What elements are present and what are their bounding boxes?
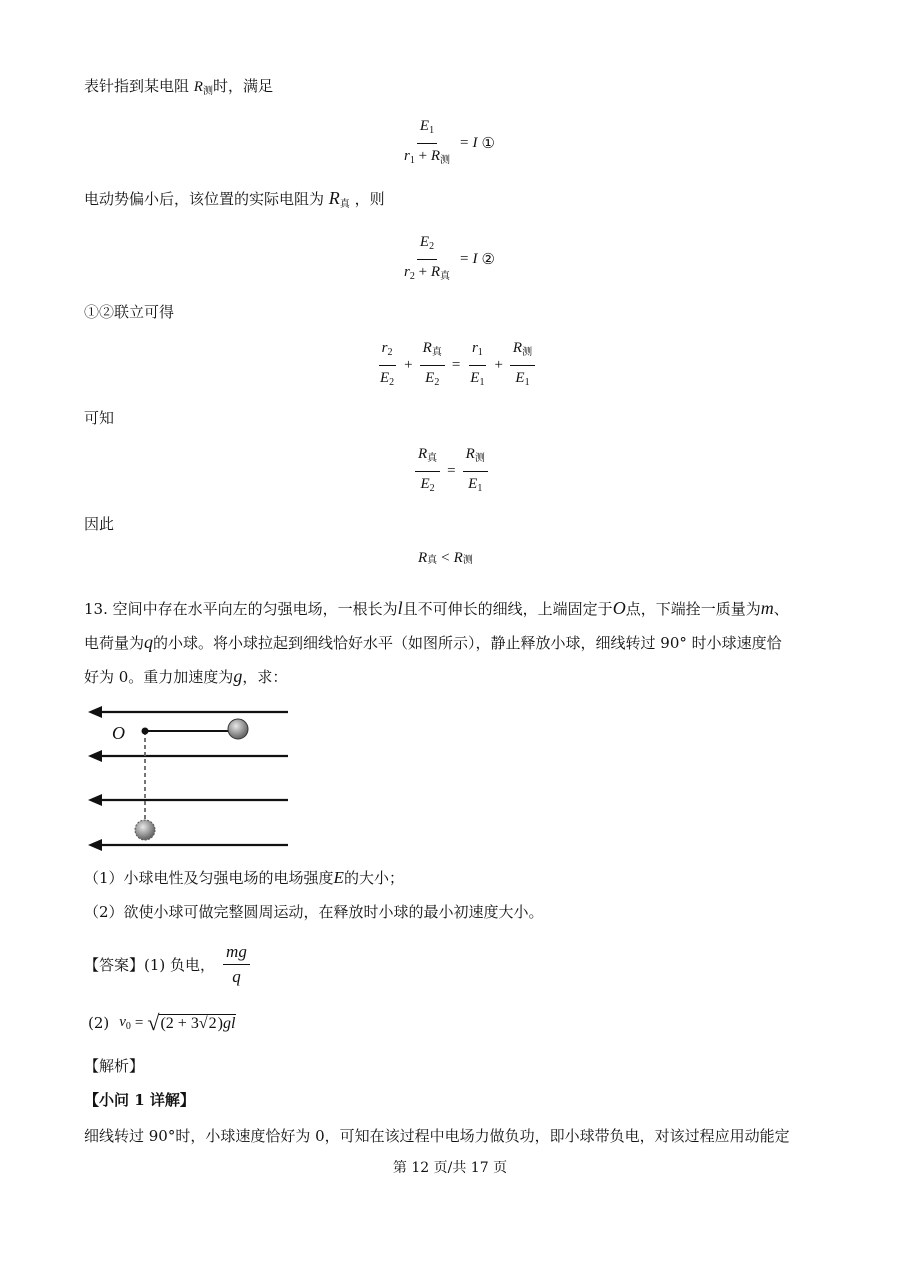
page-footer: 第 12 页/共 17 页 — [392, 1160, 508, 1176]
text-line-1: 表针指到某电阻 $R_测$时，满足 — [84, 77, 273, 97]
field-diagram — [84, 700, 294, 860]
subquestion-label: 【小问 1 详解】 — [84, 1091, 195, 1109]
label-O: O — [112, 723, 125, 743]
arrow-left-icon — [88, 706, 102, 718]
know-text: 可知 — [84, 409, 115, 427]
question-1: （1）小球电性及匀强电场的电场强度E的大小； — [84, 868, 404, 887]
equation-2: $\frac{E_2}{r_2 + R_真}$ = I ② — [404, 234, 495, 282]
question-2: （2）欲使小球可做完整圆周运动，在释放时小球的最小初速度大小。 — [84, 903, 544, 921]
equation-3: $\frac{r_2}{E_2}$ + $\frac{R_真}{E_2}$ = $\frac{r_1}{E_1}$ + $\frac{R_测}{E_1}$ — [374, 338, 538, 393]
arrow-left-icon — [88, 750, 102, 762]
equation-5: R 真 < R 测 — [418, 550, 473, 566]
arrow-left-icon — [88, 794, 102, 806]
equation-4: $\frac{R_真}{E_2}$ = $\frac{R_测}{E_1}$ — [412, 444, 491, 499]
ball-start — [228, 719, 248, 739]
pivot-point — [142, 728, 149, 735]
analysis-label: 【解析】 — [84, 1057, 145, 1075]
equation-1: $\frac{E_1}{r_1 + R_测}$ = I ① — [404, 118, 495, 166]
ball-end — [135, 820, 155, 840]
therefore-text: 因此 — [84, 515, 115, 533]
combine-text: ①②联立可得 — [84, 303, 175, 321]
problem-13-text: 13. 空间中存在水平向左的匀强电场，一根长为l且不可伸长的细线，上端固定于O点，下端拴一质量为m、 电荷量为q的小球。将小球拉起到细线恰好水平（如图所示），静止释放小球，细线转过 90° 时小球速度恰 好为 0。重力加速度为g，求： — [84, 598, 789, 686]
arrow-left-icon — [88, 839, 102, 851]
answer-part-1: 【答案】 (1) 负电， $\frac{mg}{q}$ — [84, 942, 253, 987]
answer-part-2: (2) $v_0$ = √ (2 + 3√2)gl — [88, 1010, 236, 1035]
text-line-2: 电动势偏小后，该位置的实际电阻为 $R_真$ ，则 — [84, 188, 385, 210]
analysis-text: 细线转过 90°时，小球速度恰好为 0，可知在该过程中电场力做负功，即小球带负电，对该过程应用动能定 — [84, 1127, 790, 1145]
